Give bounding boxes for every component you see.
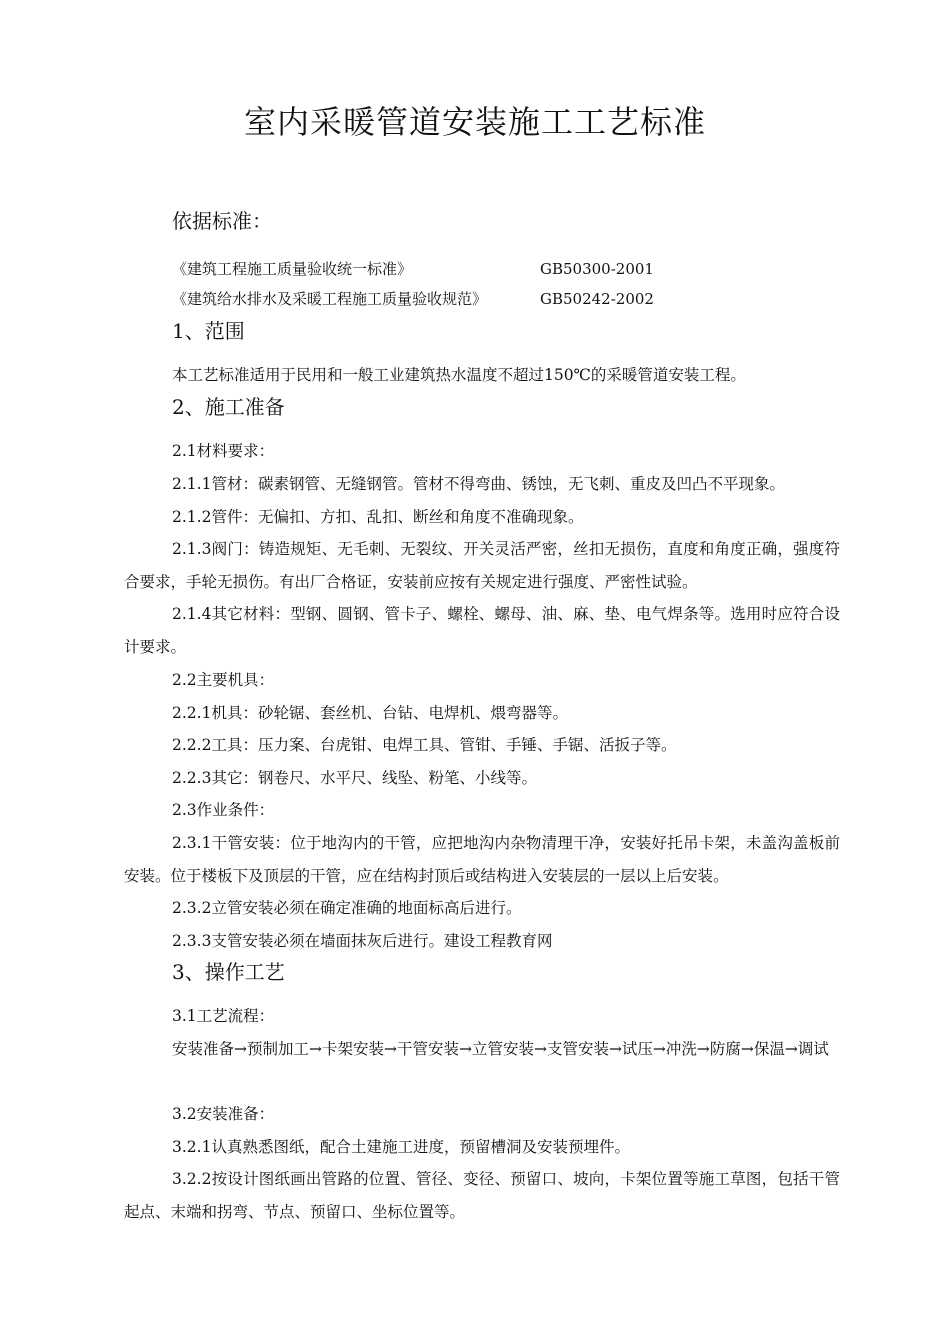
paragraph: 2.1.2管件：无偏扣、方扣、乱扣、断丝和角度不准确现象。 <box>172 508 584 526</box>
section-heading-operation: 3、操作工艺 <box>172 960 285 984</box>
subheading: 2.2主要机具： <box>172 671 275 689</box>
standard-code: GB50300-2001 <box>540 260 654 278</box>
paragraph: 2.2.3其它：钢卷尺、水平尺、线坠、粉笔、小线等。 <box>172 769 537 787</box>
subheading: 2.3作业条件： <box>172 801 275 819</box>
paragraph: 3.2.1认真熟悉图纸，配合土建施工进度，预留槽洞及安装预埋件。 <box>172 1138 630 1156</box>
standard-name: 《建筑工程施工质量验收统一标准》 <box>172 260 413 278</box>
document-title: 室内采暖管道安装施工工艺标准 <box>243 103 706 141</box>
paragraph: 本工艺标准适用于民用和一般工业建筑热水温度不超过150℃的采暖管道安装工程。 <box>172 366 746 384</box>
paragraph: 2.3.1干管安装：位于地沟内的干管，应把地沟内杂物清理干净，安装好托吊卡架，未盖沟盖板前安装。位于楼板下及顶层的干管，应在结构封顶后或结构进入安装层的一层以上后安装。 <box>124 834 840 885</box>
paragraph: 2.2.1机具：砂轮锯、套丝机、台钻、电焊机、煨弯器等。 <box>172 704 568 722</box>
subheading: 3.1工艺流程： <box>172 1007 275 1025</box>
section-heading-scope: 1、范围 <box>172 319 245 343</box>
basis-heading: 依据标准： <box>172 209 272 233</box>
paragraph: 3.2.2按设计图纸画出管路的位置、管径、变径、预留口、坡向，卡架位置等施工草图，包括干管起点、末端和拐弯、节点、预留口、坐标位置等。 <box>124 1170 840 1221</box>
subheading: 2.1材料要求： <box>172 442 275 460</box>
paragraph: 2.1.1管材：碳素钢管、无缝钢管。管材不得弯曲、锈蚀，无飞刺、重皮及凹凸不平现象。 <box>172 475 785 493</box>
process-flow: 安装准备→预制加工→卡架安装→干管安装→立管安装→支管安装→试压→冲洗→防腐→保温→调试 <box>172 1040 829 1058</box>
standard-name: 《建筑给水排水及采暖工程施工质量验收规范》 <box>172 290 488 308</box>
standard-code: GB50242-2002 <box>540 290 654 308</box>
paragraph: 2.1.3阀门：铸造规矩、无毛刺、无裂纹、开关灵活严密，丝扣无损伤，直度和角度正确，强度符合要求，手轮无损伤。有出厂合格证，安装前应按有关规定进行强度、严密性试验。 <box>124 540 840 591</box>
paragraph: 2.3.3支管安装必须在墙面抹灰后进行。建设工程教育网 <box>172 932 553 950</box>
standard-row <box>172 258 654 280</box>
paragraph: 2.2.2工具：压力案、台虎钳、电焊工具、管钳、手锤、手锯、活扳子等。 <box>172 736 677 754</box>
standard-row <box>172 288 654 310</box>
subheading: 3.2安装准备： <box>172 1105 275 1123</box>
paragraph: 2.1.4其它材料：型钢、圆钢、管卡子、螺栓、螺母、油、麻、垫、电气焊条等。选用时应符合设计要求。 <box>124 605 840 656</box>
paragraph: 2.3.2立管安装必须在确定准确的地面标高后进行。 <box>172 899 522 917</box>
section-heading-preparation: 2、施工准备 <box>172 395 285 419</box>
